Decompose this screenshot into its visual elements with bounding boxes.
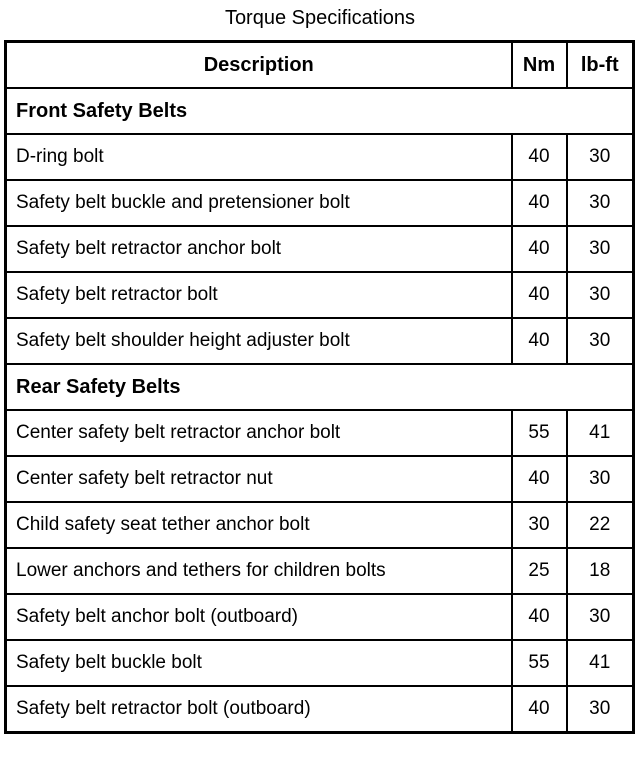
lbft-cell: 30 (567, 272, 634, 318)
description-cell: Safety belt retractor anchor bolt (6, 226, 512, 272)
nm-cell: 40 (512, 594, 567, 640)
section-header-row (6, 364, 634, 410)
nm-cell: 40 (512, 686, 567, 733)
column-header-nm: Nm (512, 42, 567, 89)
lbft-cell: 41 (567, 640, 634, 686)
lbft-cell: 22 (567, 502, 634, 548)
description-cell: Safety belt buckle bolt (6, 640, 512, 686)
table-row (6, 180, 634, 226)
description-cell: Center safety belt retractor nut (6, 456, 512, 502)
table-row (6, 226, 634, 272)
description-cell: Safety belt buckle and pretensioner bolt (6, 180, 512, 226)
lbft-cell: 30 (567, 686, 634, 733)
lbft-cell: 18 (567, 548, 634, 594)
table-row (6, 548, 634, 594)
description-cell: Safety belt shoulder height adjuster bolt (6, 318, 512, 364)
lbft-cell: 30 (567, 594, 634, 640)
nm-cell: 40 (512, 272, 567, 318)
lbft-cell: 30 (567, 456, 634, 502)
lbft-cell: 41 (567, 410, 634, 456)
table-row (6, 502, 634, 548)
description-cell: Safety belt retractor bolt (outboard) (6, 686, 512, 733)
section-header: Rear Safety Belts (6, 364, 634, 410)
table-row (6, 594, 634, 640)
table-header-row (6, 42, 634, 89)
lbft-cell: 30 (567, 134, 634, 180)
description-cell: Safety belt retractor bolt (6, 272, 512, 318)
lbft-cell: 30 (567, 318, 634, 364)
nm-cell: 25 (512, 548, 567, 594)
page-title: Torque Specifications (224, 7, 416, 29)
description-cell: Safety belt anchor bolt (outboard) (6, 594, 512, 640)
nm-cell: 40 (512, 180, 567, 226)
nm-cell: 55 (512, 410, 567, 456)
description-cell: Lower anchors and tethers for children bolts (6, 548, 512, 594)
nm-cell: 40 (512, 134, 567, 180)
lbft-cell: 30 (567, 180, 634, 226)
lbft-cell: 30 (567, 226, 634, 272)
description-cell: D-ring bolt (6, 134, 512, 180)
nm-cell: 30 (512, 502, 567, 548)
section-header-row (6, 88, 634, 134)
torque-spec-table (4, 40, 635, 734)
table-row (6, 410, 634, 456)
table-row (6, 134, 634, 180)
nm-cell: 40 (512, 226, 567, 272)
column-header-lbft: lb-ft (567, 42, 634, 89)
column-header-description: Description (6, 42, 512, 89)
description-cell: Center safety belt retractor anchor bolt (6, 410, 512, 456)
table-body (6, 88, 634, 733)
nm-cell: 40 (512, 456, 567, 502)
nm-cell: 55 (512, 640, 567, 686)
description-cell: Child safety seat tether anchor bolt (6, 502, 512, 548)
table-row (6, 686, 634, 733)
nm-cell: 40 (512, 318, 567, 364)
table-row (6, 640, 634, 686)
table-row (6, 272, 634, 318)
table-row (6, 456, 634, 502)
section-header: Front Safety Belts (6, 88, 634, 134)
table-row (6, 318, 634, 364)
